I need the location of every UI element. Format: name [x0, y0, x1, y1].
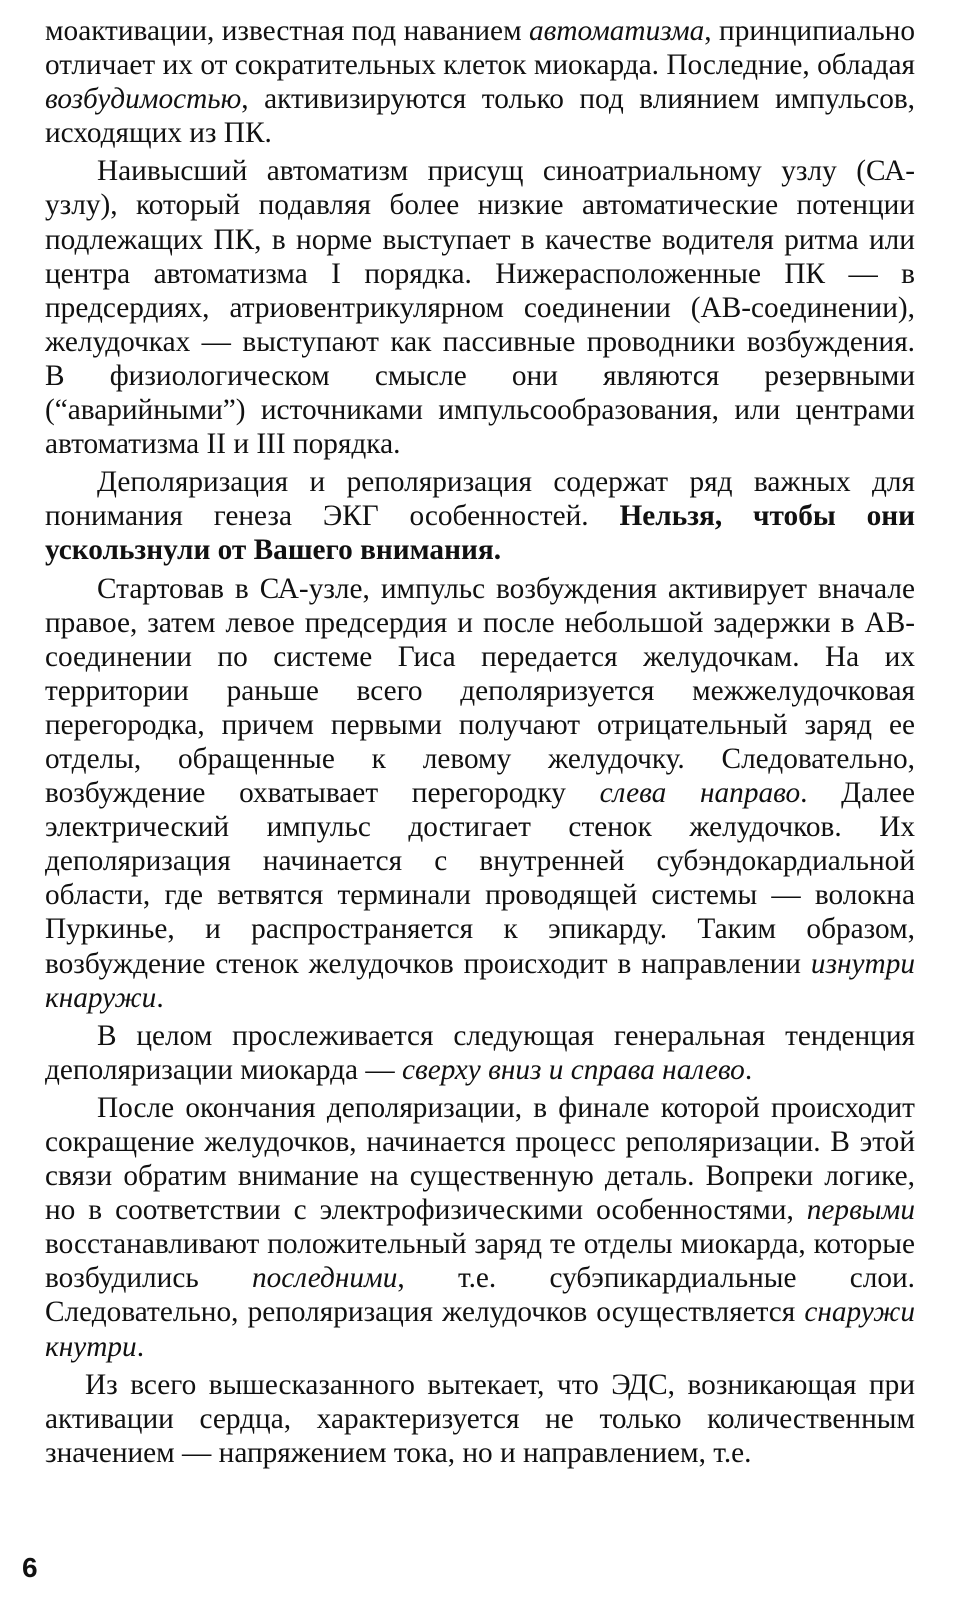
bold-text: Нельзя, чтобы они ускользнули от Вашего внимания.: [45, 500, 915, 567]
text-run: .: [744, 1053, 753, 1086]
text-run: , принципиально отличает их от сократительных клеток миокарда. Последние, обладая: [45, 15, 916, 82]
text-run: .: [156, 981, 164, 1014]
text-run: , активизируются только под влиянием импульсов, исходящих из ПК.: [45, 83, 915, 150]
italic-text: сверху вниз и справа налево: [401, 1053, 745, 1086]
body-text: [45, 14, 915, 1474]
italic-text: автоматизма: [529, 15, 705, 47]
text-run: . Далее электрический импульс достигает стенок желудочков. Их деполяризация начинается с внутренней субэндокардиальной области, где ветвятся терминали проводящей системы — волокна Пуркинье, и распространяется к эпикарду. Таким образом, возбуждение стенок желудочков происходит в направлении: [45, 777, 915, 980]
text-run: Из всего вышесказанного вытекает, что ЭДС, возникающая при активации сердца, характеризуется не только количественным значением — напряжением тока, но и направлением, т.е.: [45, 1368, 915, 1469]
text-run: После окончания деполяризации, в финале которой происходит сокращение желудочков, начинается процесс реполяризации. В этой связи обратим внимание на существенную деталь. Вопреки логике, но в соответствии с электрофизическими особенностями,: [45, 1091, 915, 1227]
text-run: .: [136, 1330, 145, 1363]
text-run: Наивысший автоматизм присущ синоатриальному узлу (СА-узлу), который подавляя более низкие автоматические потенции подлежащих ПК, в норме выступает в качестве водителя ритма или центра автоматизма I порядка. Нижерасположенные ПК — в предсердиях, атриовентрикулярном соединении (АВ-соединении), желудочках — выступают как пассивные проводники возбуждения. В физиологическом смысле они являются резервными (“аварийными”) источниками импульсообразования, или центрами автоматизма II и III порядка.: [45, 155, 915, 461]
paragraph: [45, 154, 915, 461]
paragraph: [45, 14, 915, 150]
italic-text: слева направо: [599, 777, 801, 810]
text-run: Стартовав в СА-узле, импульс возбуждения активирует вначале правое, затем левое предсердия и после небольшой задержки в АВ-соединении по системе Гиса передается желудочкам. На их территории раньше всего деполяризуется межжелудочковая перегородка, причем первыми получают отрицательный заряд ее отделы, обращенные к левому желудочку. Следовательно, возбуждение охватывает перегородку: [45, 572, 915, 810]
italic-text: изнутри кнаружи: [45, 947, 915, 1014]
italic-text: возбудимостью: [45, 83, 242, 116]
text-run: восстанавливают положительный заряд те отделы миокарда, которые возбудились: [45, 1228, 915, 1295]
paragraph: [45, 1091, 915, 1364]
text-run: моактивации, известная под наванием: [45, 15, 530, 47]
italic-text: последними: [251, 1262, 398, 1295]
paragraph: [45, 465, 915, 567]
paragraph: [45, 1368, 915, 1470]
italic-text: первыми: [806, 1194, 915, 1227]
page-number: 6: [22, 1552, 38, 1583]
text-run: , т.е. субэпикардиальные слои. Следовательно, реполяризация желудочков осуществляется: [45, 1262, 915, 1329]
paragraph: [45, 1019, 915, 1087]
text-run: Деполяризация и реполяризация содержат ряд важных для понимания генеза ЭКГ особенностей.: [45, 466, 915, 533]
italic-text: снаружи кнутри: [45, 1296, 915, 1363]
paragraph: [45, 572, 915, 1015]
text-run: В целом прослеживается следующая генеральная тенденция деполяризации миокарда —: [45, 1019, 915, 1086]
